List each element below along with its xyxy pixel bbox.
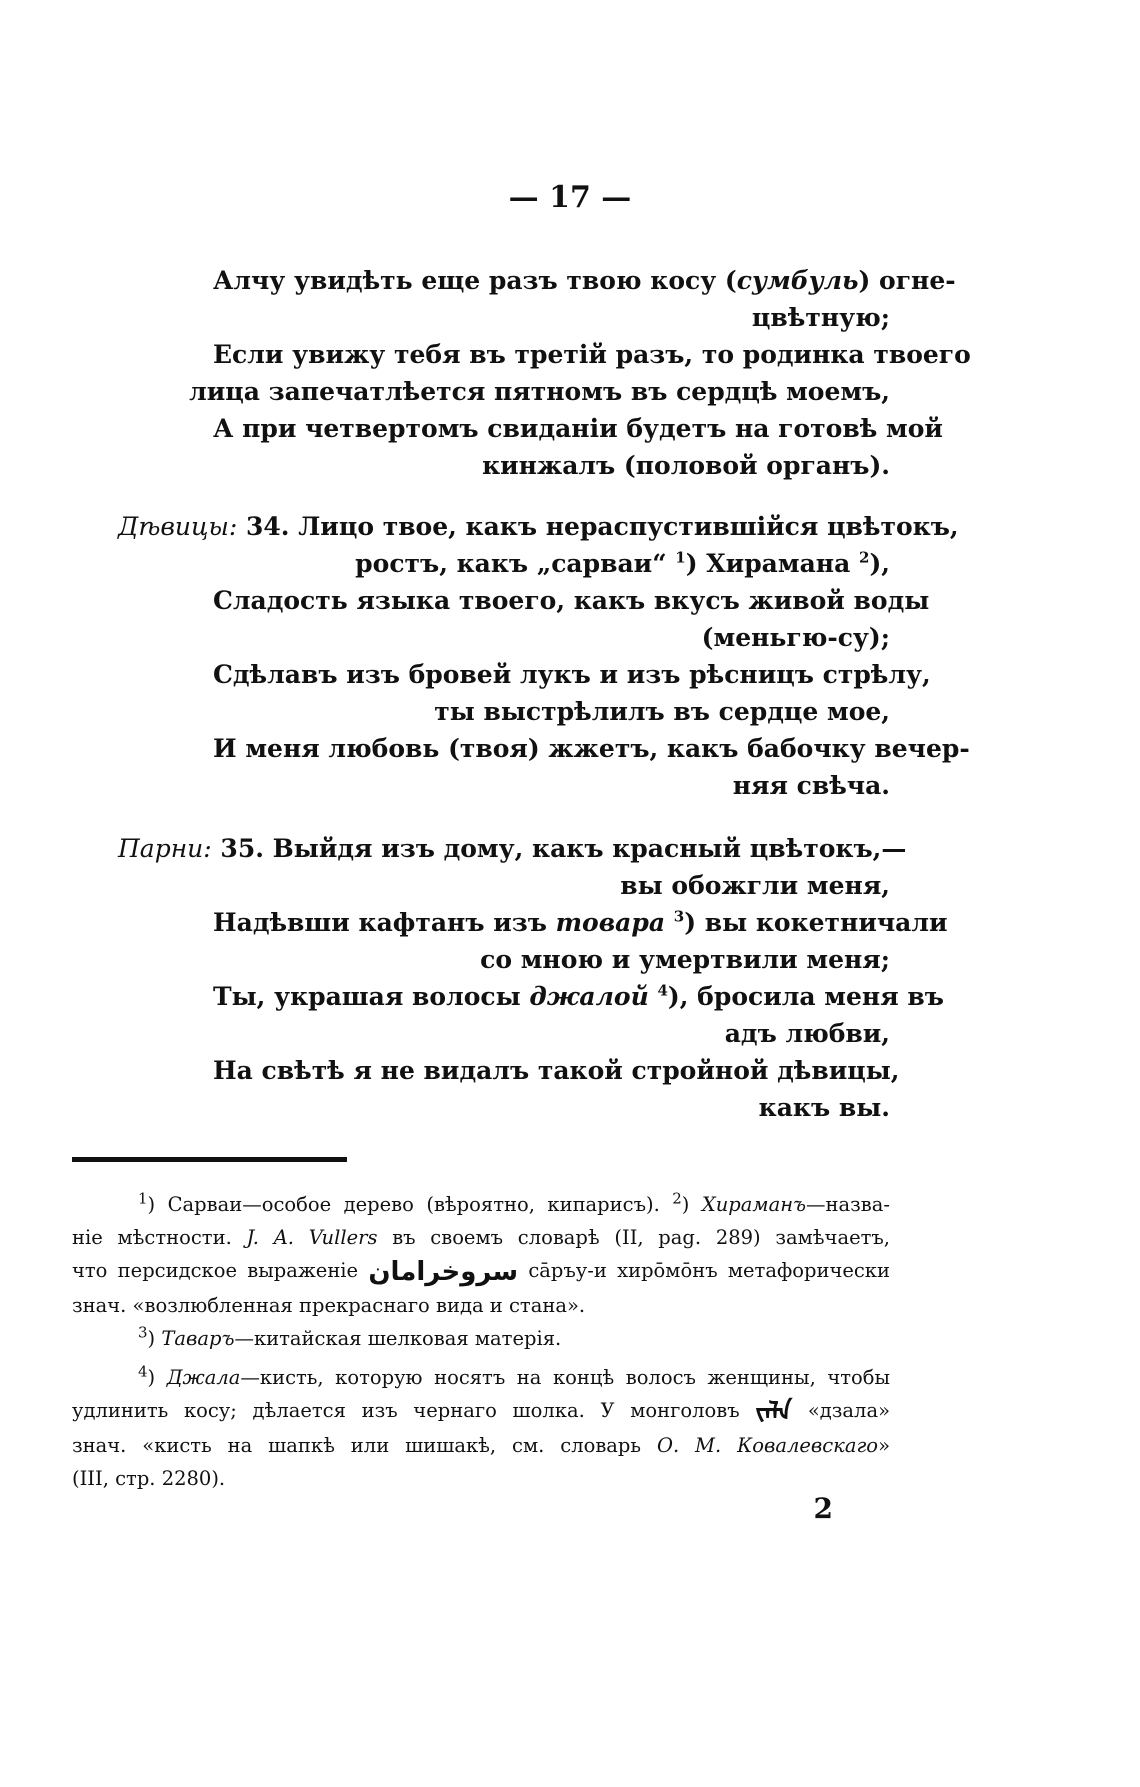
verse-line: Алчу увидѣть еще разъ твою косу (сумбуль) огне-: [213, 266, 956, 295]
mongolian-script: ᠵᠠᠯᠠ: [755, 1397, 793, 1427]
verse-line: адъ любви,: [724, 1019, 890, 1048]
signature-mark: 2: [813, 1492, 833, 1525]
verse-line: цвѣтную;: [751, 303, 890, 332]
stanza-35: [118, 830, 948, 1126]
verse-line: Сладость языка твоего, какъ вкусъ живой воды: [213, 586, 930, 615]
speaker-label: Парни:: [118, 834, 212, 863]
verse-line: Парни: 35. Выйдя изъ дому, какъ красный цвѣтокъ,—: [118, 834, 907, 863]
footnote-line: знач. «возлюбленная прекраснаго вида и стана».: [72, 1294, 586, 1317]
verse-line: кинжалъ (половой органъ).: [482, 451, 890, 480]
verse-line: ростъ, какъ „сарваи“ $^1$) Хирамана $^2$),: [355, 548, 890, 578]
footnote-ref: 4: [657, 981, 668, 1000]
stanza-34: [118, 508, 970, 804]
verse-line: Надѣвши кафтанъ изъ товара $^3$) вы кокетничали: [213, 907, 948, 937]
footnote-line: удлинить косу; дѣлается изъ чернаго шолка. У монголовъ ᠵᠠᠯᠠ «дзала»: [72, 1397, 890, 1427]
verse-line: Ты, украшая волосы джалой $^4$), бросила меня въ: [213, 981, 944, 1011]
verse-line: На свѣтѣ я не видалъ такой стройной дѣвицы,: [213, 1056, 900, 1085]
footnote-line: $^1$) Сарваи—особое дерево (вѣроятно, кипарисъ). $^2$) Хираманъ—назва-: [138, 1189, 890, 1216]
footnote-line: $^3$) Таваръ—китайская шелковая матерія.: [138, 1323, 562, 1350]
footnote-ref: 2: [859, 548, 870, 567]
verse-line: ты выстрѣлилъ въ сердце мое,: [434, 697, 890, 726]
verse-line: А при четвертомъ свиданіи будетъ на готовѣ мой: [213, 414, 943, 443]
verse-line: лица запечатлѣется пятномъ въ сердцѣ моемъ,: [189, 377, 890, 406]
persian-script: سروخرامان: [368, 1257, 519, 1287]
verse-line: Если увижу тебя въ третій разъ, то родинка твоего: [213, 340, 971, 369]
verse-line: няя свѣча.: [732, 771, 890, 800]
verse-line: со мною и умертвили меня;: [480, 945, 890, 974]
verse-line: (меньгю-су);: [701, 623, 890, 652]
footnote-divider: [72, 1157, 347, 1162]
page-number: — 17 —: [508, 180, 632, 215]
footnote-line: знач. «кисть на шапкѣ или шишакѣ, см. словарь О. М. Ковалевскаго»: [72, 1434, 890, 1457]
verse-line: вы обожгли меня,: [620, 871, 890, 900]
footnote-line: что персидское выраженіе سروخرامان сāръу-и хирōмōнъ метафорически: [72, 1257, 890, 1287]
footnote-ref: 3: [673, 907, 685, 926]
stanza-33: [118, 262, 971, 484]
footnote-line: ніе мѣстности. J. A. Vullers въ своемъ словарѣ (II, pag. 289) замѣчаетъ,: [72, 1226, 891, 1249]
verse-line: Сдѣлавъ изъ бровей лукъ и изъ рѣсницъ стрѣлу,: [213, 660, 931, 689]
verse-line: какъ вы.: [758, 1093, 890, 1122]
verse-line: И меня любовь (твоя) жжетъ, какъ бабочку вечер-: [213, 734, 970, 763]
footnote-line: (III, стр. 2280).: [72, 1467, 226, 1490]
footnote-line: $^4$) Джала—кисть, которую носятъ на концѣ волосъ женщины, чтобы: [138, 1362, 890, 1389]
speaker-label: Дѣвицы:: [118, 512, 238, 541]
footnote-ref: 1: [675, 548, 686, 567]
verse-line: Дѣвицы: 34. Лицо твое, какъ нераспустившійся цвѣтокъ,: [118, 512, 959, 541]
footnotes: [72, 1188, 890, 1495]
